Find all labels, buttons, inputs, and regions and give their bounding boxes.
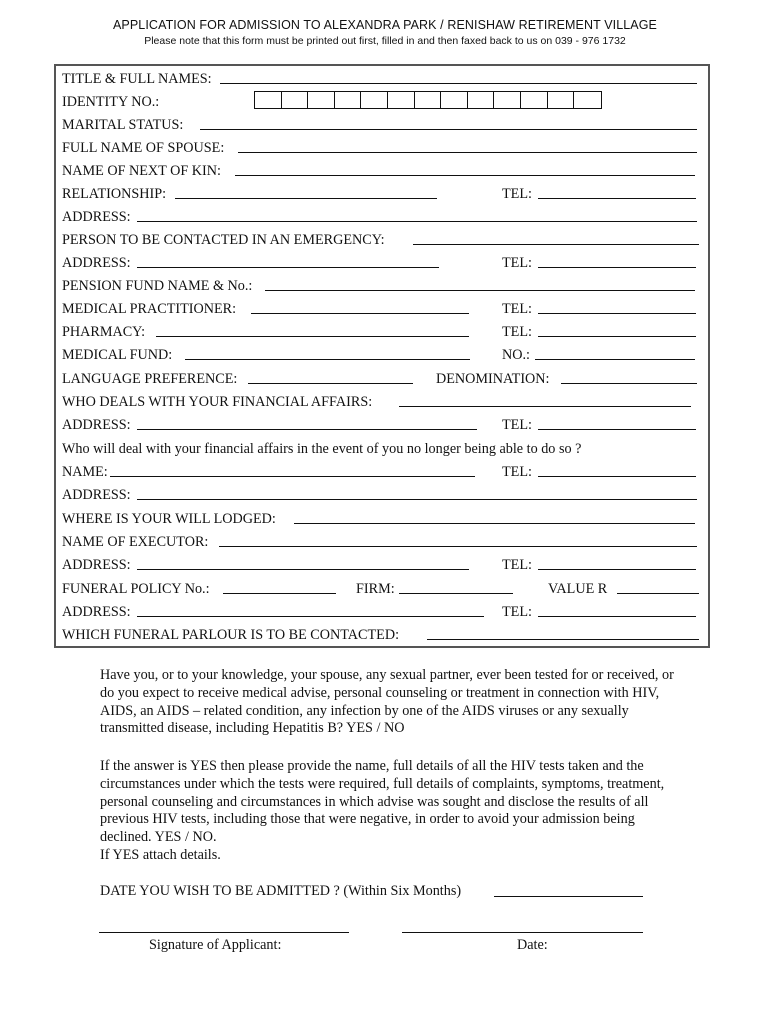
practitioner-tel-field[interactable] <box>538 313 696 314</box>
financial-future-name-label: NAME: <box>62 464 108 480</box>
language-field[interactable] <box>248 383 413 384</box>
paragraph-line: circumstances under which the tests were required, full details of complaints, symptoms, treatment, <box>100 775 665 792</box>
identity-digit-box[interactable] <box>521 92 548 108</box>
firm-label: FIRM: <box>356 581 395 597</box>
relationship-field[interactable] <box>175 198 437 199</box>
funeral-parlour-label: WHICH FUNERAL PARLOUR IS TO BE CONTACTED: <box>62 627 400 643</box>
funeral-policy-field[interactable] <box>223 593 336 594</box>
value-field[interactable] <box>617 593 699 594</box>
kin-tel-field[interactable] <box>538 198 696 199</box>
financial-address-field[interactable] <box>137 429 477 430</box>
executor-tel-field[interactable] <box>538 569 696 570</box>
funeral-tel-label: TEL: <box>502 604 532 620</box>
relationship-label: RELATIONSHIP: <box>62 186 167 202</box>
financial-address-label: ADDRESS: <box>62 417 131 433</box>
medical-fund-field[interactable] <box>185 359 470 360</box>
fax-instructions: Please note that this form must be printed out first, filled in and then faxed back to us on 039 - 976 1732 <box>144 35 626 47</box>
pension-fund-field[interactable] <box>265 290 695 291</box>
paragraph-line: transmitted disease, including Hepatitis B? YES / NO <box>100 720 405 737</box>
next-of-kin-field[interactable] <box>235 175 695 176</box>
financial-future-question: Who will deal with your financial affairs in the event of you no longer being able to do so ? <box>62 441 582 457</box>
financial-tel-label: TEL: <box>502 417 532 433</box>
identity-digit-box[interactable] <box>548 92 575 108</box>
executor-field[interactable] <box>219 546 697 547</box>
executor-tel-label: TEL: <box>502 557 532 573</box>
paragraph-line: If the answer is YES then please provide the name, full details of all the HIV tests taken and the <box>100 758 644 774</box>
pharmacy-label: PHARMACY: <box>62 324 146 340</box>
pension-fund-label: PENSION FUND NAME & No.: <box>62 278 253 294</box>
title-full-names-label: TITLE & FULL NAMES: <box>62 71 212 87</box>
admission-date-field[interactable] <box>494 896 643 897</box>
will-lodged-label: WHERE IS YOUR WILL LODGED: <box>62 511 276 527</box>
emergency-address-label: ADDRESS: <box>62 255 131 271</box>
admission-date-label: DATE YOU WISH TO BE ADMITTED ? (Within Six Months) <box>100 883 462 899</box>
identity-digit-box[interactable] <box>335 92 362 108</box>
funeral-parlour-field[interactable] <box>427 639 699 640</box>
hiv-question-paragraph <box>100 667 720 738</box>
executor-label: NAME OF EXECUTOR: <box>62 534 209 550</box>
financial-future-address-label: ADDRESS: <box>62 487 131 503</box>
kin-address-field[interactable] <box>137 221 697 222</box>
financial-future-name-field[interactable] <box>110 476 475 477</box>
funeral-tel-field[interactable] <box>538 616 696 617</box>
funeral-address-field[interactable] <box>137 616 484 617</box>
identity-digit-box[interactable] <box>361 92 388 108</box>
date-line[interactable] <box>402 932 643 933</box>
denomination-field[interactable] <box>561 383 697 384</box>
identity-digit-box[interactable] <box>255 92 282 108</box>
emergency-tel-label: TEL: <box>502 255 532 271</box>
paragraph-line: do you expect to receive medical advise, personal counseling or treatment in connection with HIV, <box>100 684 660 701</box>
pharmacy-tel-field[interactable] <box>538 336 696 337</box>
kin-address-label: ADDRESS: <box>62 209 131 225</box>
financial-future-tel-label: TEL: <box>502 464 532 480</box>
title-full-names-field[interactable] <box>220 83 697 84</box>
date-label: Date: <box>517 937 548 953</box>
financial-future-tel-field[interactable] <box>538 476 696 477</box>
medical-practitioner-label: MEDICAL PRACTITIONER: <box>62 301 237 317</box>
identity-digit-box[interactable] <box>282 92 309 108</box>
paragraph-line: previous HIV tests, including those that were negative, in order to avoid your admission being <box>100 811 635 828</box>
identity-no-label: IDENTITY NO.: <box>62 94 160 110</box>
firm-field[interactable] <box>399 593 513 594</box>
signature-label: Signature of Applicant: <box>149 937 282 953</box>
emergency-contact-field[interactable] <box>413 244 699 245</box>
identity-number-boxes[interactable] <box>254 91 602 109</box>
executor-address-field[interactable] <box>137 569 469 570</box>
financial-affairs-label: WHO DEALS WITH YOUR FINANCIAL AFFAIRS: <box>62 394 373 410</box>
medical-fund-label: MEDICAL FUND: <box>62 347 173 363</box>
paragraph-line: Have you, or to your knowledge, your spouse, any sexual partner, ever been tested for or received, or <box>100 667 674 683</box>
paragraph-line: AIDS, an AIDS – related condition, any infection by one of the AIDS viruses or any sexually <box>100 702 629 719</box>
signature-line[interactable] <box>99 932 349 933</box>
emergency-tel-field[interactable] <box>538 267 696 268</box>
financial-future-address-field[interactable] <box>137 499 697 500</box>
identity-digit-box[interactable] <box>441 92 468 108</box>
kin-tel-label: TEL: <box>502 186 532 202</box>
medical-fund-no-field[interactable] <box>535 359 695 360</box>
identity-digit-box[interactable] <box>494 92 521 108</box>
funeral-policy-label: FUNERAL POLICY No.: <box>62 581 210 597</box>
paragraph-line: personal counseling and circumstances in which advise was sought and disclose the results of all <box>100 793 649 810</box>
spouse-name-field[interactable] <box>238 152 697 153</box>
denomination-label: DENOMINATION: <box>436 371 550 387</box>
pharmacy-field[interactable] <box>156 336 469 337</box>
identity-digit-box[interactable] <box>574 92 601 108</box>
identity-digit-box[interactable] <box>308 92 335 108</box>
financial-affairs-field[interactable] <box>399 406 691 407</box>
paragraph-line: If YES attach details. <box>100 846 221 863</box>
practitioner-tel-label: TEL: <box>502 301 532 317</box>
marital-status-label: MARITAL STATUS: <box>62 117 184 133</box>
emergency-address-field[interactable] <box>137 267 439 268</box>
hiv-details-paragraph <box>100 758 720 865</box>
paragraph-line: declined. YES / NO. <box>100 829 217 846</box>
value-label: VALUE R <box>548 581 608 597</box>
identity-digit-box[interactable] <box>388 92 415 108</box>
pharmacy-tel-label: TEL: <box>502 324 532 340</box>
will-lodged-field[interactable] <box>294 523 695 524</box>
next-of-kin-label: NAME OF NEXT OF KIN: <box>62 163 221 179</box>
financial-tel-field[interactable] <box>538 429 696 430</box>
identity-digit-box[interactable] <box>468 92 495 108</box>
language-label: LANGUAGE PREFERENCE: <box>62 371 238 387</box>
medical-fund-no-label: NO.: <box>502 347 530 363</box>
medical-practitioner-field[interactable] <box>251 313 469 314</box>
form-title: APPLICATION FOR ADMISSION TO ALEXANDRA PARK / RENISHAW RETIREMENT VILLAGE <box>113 18 657 32</box>
spouse-name-label: FULL NAME OF SPOUSE: <box>62 140 225 156</box>
marital-status-field[interactable] <box>200 129 697 130</box>
executor-address-label: ADDRESS: <box>62 557 131 573</box>
identity-digit-box[interactable] <box>415 92 442 108</box>
funeral-address-label: ADDRESS: <box>62 604 131 620</box>
emergency-contact-label: PERSON TO BE CONTACTED IN AN EMERGENCY: <box>62 232 385 248</box>
